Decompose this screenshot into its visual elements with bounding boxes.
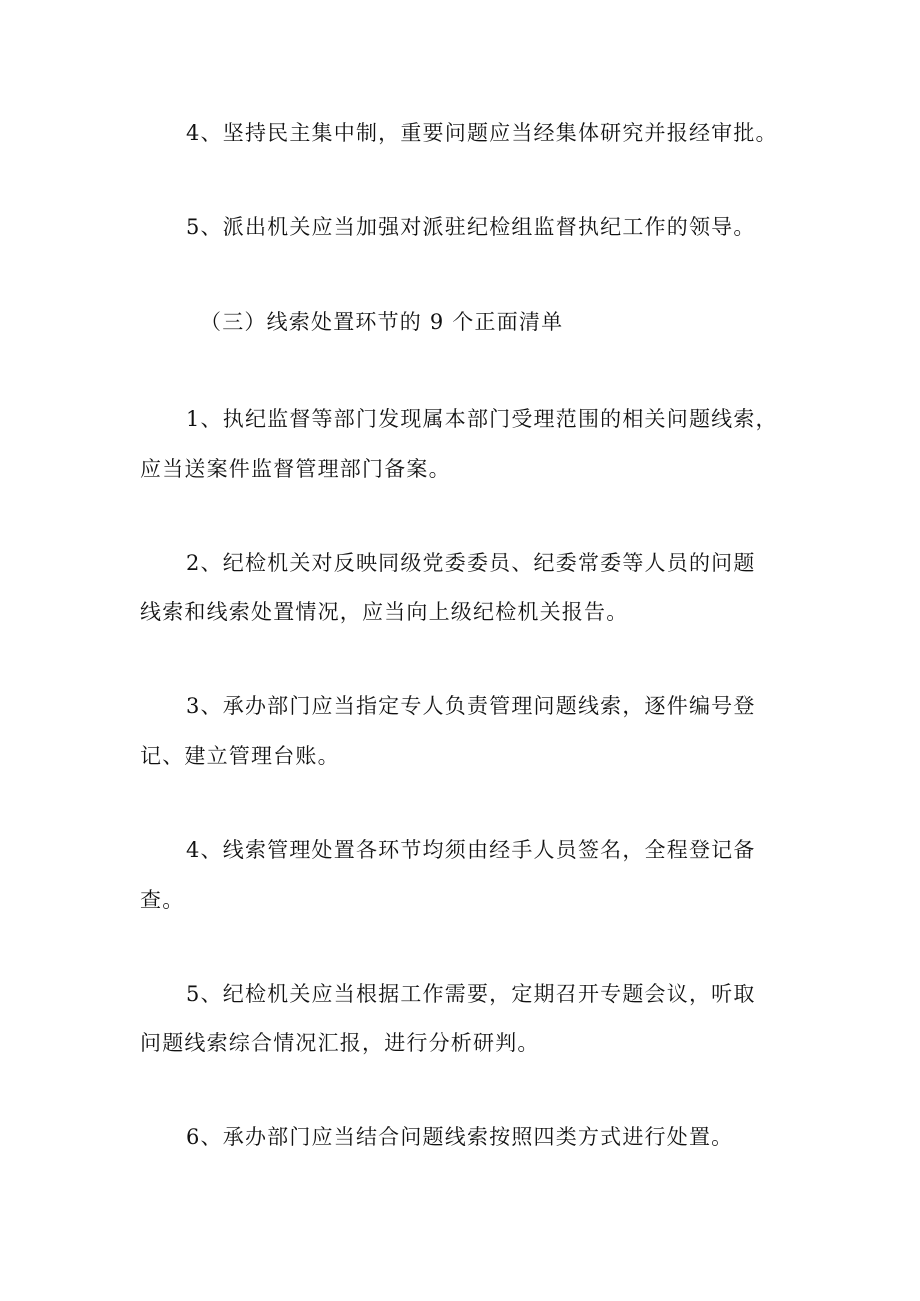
list-item-2-line-2: 线索和线索处置情况，应当向上级纪检机关报告。 [140,600,629,624]
list-item-4-line-1: 4、线索管理处置各环节均须由经手人员签名，全程登记备 [186,838,756,862]
paragraph-leadership: 5、派出机关应当加强对派驻纪检组监督执纪工作的领导。 [186,215,756,239]
list-item-5-line-2: 问题线索综合情况汇报，进行分析研判。 [140,1031,540,1055]
section-heading: （三）线索处置环节的 9 个正面清单 [200,310,564,334]
list-item-4-line-2: 查。 [140,888,185,912]
list-item-3-line-1: 3、承办部门应当指定专人负责管理问题线索，逐件编号登 [186,694,756,718]
list-item-2-line-1: 2、纪检机关对反映同级党委委员、纪委常委等人员的问题 [186,551,756,575]
list-item-1-line-1: 1、执纪监督等部门发现属本部门受理范围的相关问题线索， [186,407,778,431]
list-item-5-line-1: 5、纪检机关应当根据工作需要，定期召开专题会议，听取 [186,982,756,1006]
list-item-1-line-2: 应当送案件监督管理部门备案。 [140,457,451,481]
list-item-6: 6、承办部门应当结合问题线索按照四类方式进行处置。 [186,1125,734,1149]
paragraph-democratic-centralism: 4、坚持民主集中制，重要问题应当经集体研究并报经审批。 [186,121,778,145]
list-item-3-line-2: 记、建立管理台账。 [140,744,340,768]
